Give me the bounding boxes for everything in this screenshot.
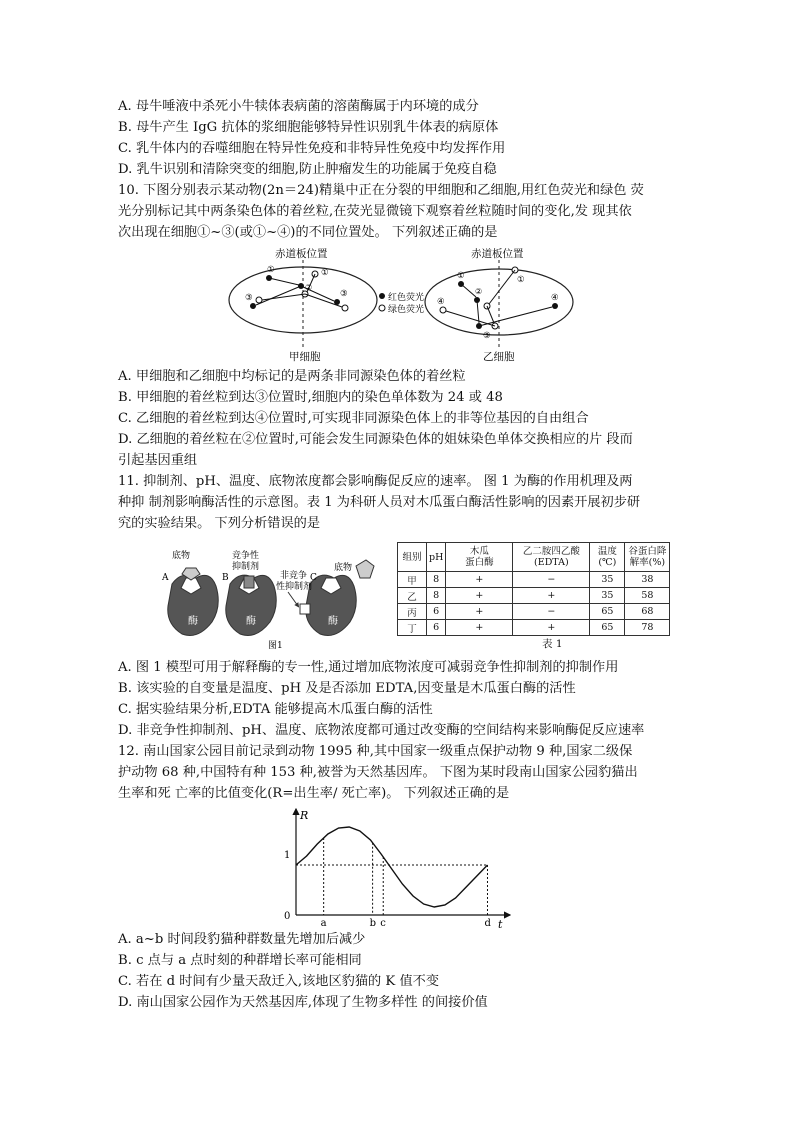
y-axis-label: R bbox=[300, 809, 309, 822]
q11-stem-line3: 究的实验结果。 下列分析错误的是 bbox=[118, 516, 321, 531]
q12-stem-line2: 护动物 68 种,中国特有种 153 种,被誉为天然基因库。 下图为某时段南山国家公园豹猫出 bbox=[118, 765, 638, 780]
table-row bbox=[398, 572, 670, 588]
table-cell: 丙 bbox=[398, 604, 427, 620]
left-mark-1: ① bbox=[267, 265, 275, 275]
q11-enzyme-figure bbox=[160, 548, 390, 652]
table-cell: 丁 bbox=[398, 620, 427, 636]
fig1-caption: 图1 bbox=[268, 641, 283, 651]
q9-option-d: D. 乳牛识别和清除突变的细胞,防止肿瘤发生的功能属于免疫自稳 bbox=[118, 162, 497, 177]
right-mark-3: ③ bbox=[483, 331, 491, 341]
q10-option-d-cont: 引起基因重组 bbox=[118, 453, 198, 468]
x-tick-label-a: a bbox=[320, 918, 327, 929]
table-cell: − bbox=[513, 604, 590, 620]
left-mark-2: ② bbox=[305, 283, 313, 292]
q11-option-b: B. 该实验的自变量是温度、pH 及是否添加 EDTA,因变量是木瓜蛋白酶的活性 bbox=[118, 681, 576, 696]
fig1-letter-c: C bbox=[310, 573, 317, 583]
table-cell: + bbox=[446, 604, 513, 620]
q12-option-a: A. a~b 时间段豹猫种群数量先增加后减少 bbox=[118, 932, 366, 947]
table-cell: 8 bbox=[427, 588, 446, 604]
q11-option-c: C. 据实验结果分析,EDTA 能够提高木瓜蛋白酶的活性 bbox=[118, 702, 433, 717]
x-tick-label-b: b bbox=[369, 918, 377, 929]
fig1-enzyme-a: 酶 bbox=[188, 616, 198, 627]
q11-option-d: D. 非竞争性抑制剂、pH、温度、底物浓度都可通过改变酶的空间结构来影响酶促反应速率 bbox=[118, 723, 645, 738]
left-mark-3: ③ bbox=[245, 293, 253, 303]
table1-caption: 表 1 bbox=[542, 638, 563, 650]
q11-table1 bbox=[397, 542, 670, 636]
table-cell: 38 bbox=[625, 572, 670, 588]
right-mark-2: ② bbox=[475, 287, 483, 296]
q9-option-b: B. 母牛产生 IgG 抗体的浆细胞能够特异性识别乳牛体表的病原体 bbox=[118, 120, 499, 135]
right-equator-label: 赤道板位置 bbox=[471, 248, 524, 260]
left-cell-caption: 甲细胞 bbox=[289, 351, 321, 363]
left-equator-label: 赤道板位置 bbox=[275, 248, 328, 260]
table-cell: 65 bbox=[590, 604, 625, 620]
table-row bbox=[398, 604, 670, 620]
table-row bbox=[398, 588, 670, 604]
right-mark-4: ④ bbox=[551, 293, 559, 303]
q9-option-a: A. 母牛唾液中杀死小牛犊体表病菌的溶菌酶属于内环境的成分 bbox=[118, 99, 479, 114]
right-mark-1: ① bbox=[457, 271, 465, 281]
q10-stem-line3: 次出现在细胞①~③(或①~④)的不同位置处。 下列叙述正确的是 bbox=[118, 225, 498, 240]
q12-stem-line1: 12. 南山国家公园目前记录到动物 1995 种,其中国家一级重点保护动物 9 种,国家二级保 bbox=[118, 744, 633, 759]
r-curve bbox=[296, 827, 487, 907]
table-cell: 8 bbox=[427, 572, 446, 588]
table-cell: 35 bbox=[590, 588, 625, 604]
fig1-noncomp-1: 非竞争 bbox=[280, 571, 308, 581]
table-header: 谷蛋白降 解率(%) bbox=[625, 543, 670, 572]
table-cell: + bbox=[446, 620, 513, 636]
table-header: 木瓜 蛋白酶 bbox=[446, 543, 513, 572]
x-tick-label-d: d bbox=[484, 918, 491, 929]
q12-option-c: C. 若在 d 时间有少量天敌迁入,该地区豹猫的 K 值不变 bbox=[118, 974, 440, 989]
fig1-competitive: 竞争性 bbox=[232, 551, 260, 561]
table-cell: 58 bbox=[625, 588, 670, 604]
q10-option-d: D. 乙细胞的着丝粒在②位置时,可能会发生同源染色体的姐妹染色单体交换相应的片 段而 bbox=[118, 432, 633, 447]
q10-cell-figure bbox=[225, 244, 580, 366]
fig1-enzyme-c: 酶 bbox=[328, 616, 338, 627]
table-header: 乙二胺四乙酸 (EDTA) bbox=[513, 543, 590, 572]
legend-red: 红色荧光 bbox=[388, 293, 425, 303]
table-cell: 6 bbox=[427, 604, 446, 620]
fig1-inhibitor: 抑制剂 bbox=[232, 562, 260, 572]
right-mark-1b: ① bbox=[517, 275, 525, 285]
table-cell: + bbox=[513, 588, 590, 604]
fig1-noncomp-2: 性抑制剂 bbox=[276, 582, 313, 592]
q12-stem-line3: 生率和死 亡率的比值变化(R=出生率/ 死亡率)。 下列叙述正确的是 bbox=[118, 786, 510, 801]
y-tick-0: 0 bbox=[284, 911, 291, 922]
q10-option-a: A. 甲细胞和乙细胞中均标记的是两条非同源染色体的着丝粒 bbox=[118, 369, 466, 384]
fig1-substrate-a: 底物 bbox=[172, 551, 191, 561]
x-axis-label: t bbox=[498, 918, 503, 931]
q12-r-chart bbox=[278, 805, 518, 931]
table-header: 温度 (℃) bbox=[590, 543, 625, 572]
table-cell: + bbox=[446, 572, 513, 588]
fig1-substrate-c: 底物 bbox=[334, 563, 353, 573]
left-mark-3b: ③ bbox=[340, 289, 348, 299]
q12-option-b: B. c 点与 a 点时刻的种群增长率可能相同 bbox=[118, 953, 362, 968]
table-cell: 65 bbox=[590, 620, 625, 636]
x-tick-label-c: c bbox=[380, 918, 386, 929]
legend-green: 绿色荧光 bbox=[388, 305, 425, 315]
table-cell: + bbox=[513, 620, 590, 636]
right-mark-4b: ④ bbox=[437, 297, 445, 307]
table-cell: + bbox=[446, 588, 513, 604]
table-cell: 甲 bbox=[398, 572, 427, 588]
fig1-letter-a: A bbox=[162, 573, 169, 583]
table-cell: 35 bbox=[590, 572, 625, 588]
table-row bbox=[398, 620, 670, 636]
table-cell: − bbox=[513, 572, 590, 588]
fig1-letter-b: B bbox=[222, 573, 229, 583]
table-header: pH bbox=[427, 543, 446, 572]
q10-stem-line1: 10. 下图分别表示某动物(2n＝24)精巢中正在分裂的甲细胞和乙细胞,用红色荧光和绿色 荧 bbox=[118, 183, 644, 198]
table-cell: 乙 bbox=[398, 588, 427, 604]
q11-stem-line1: 11. 抑制剂、pH、温度、底物浓度都会影响酶促反应的速率。 图 1 为酶的作用机理及两 bbox=[118, 474, 633, 489]
q12-option-d: D. 南山国家公园作为天然基因库,体现了生物多样性 的间接价值 bbox=[118, 995, 488, 1010]
q10-option-b: B. 甲细胞的着丝粒到达③位置时,细胞内的染色单体数为 24 或 48 bbox=[118, 390, 503, 405]
table-cell: 6 bbox=[427, 620, 446, 636]
q11-option-a: A. 图 1 模型可用于解释酶的专一性,通过增加底物浓度可减弱竞争性抑制剂的抑制作用 bbox=[118, 660, 619, 675]
q10-stem-line2: 光分别标记其中两条染色体的着丝粒,在荧光显微镜下观察着丝粒随时间的变化,发 现其依 bbox=[118, 204, 632, 219]
y-tick-1: 1 bbox=[284, 850, 291, 861]
q9-option-c: C. 乳牛体内的吞噬细胞在特异性免疫和非特异性免疫中均发挥作用 bbox=[118, 141, 506, 156]
right-cell-caption: 乙细胞 bbox=[483, 351, 515, 363]
fig1-enzyme-b: 酶 bbox=[246, 616, 256, 627]
q11-stem-line2: 种抑 制剂影响酶活性的示意图。表 1 为科研人员对木瓜蛋白酶活性影响的因素开展初步研 bbox=[118, 495, 641, 510]
left-mark-1b: ① bbox=[321, 268, 329, 278]
table-header: 组别 bbox=[398, 543, 427, 572]
table-cell: 78 bbox=[625, 620, 670, 636]
table-cell: 68 bbox=[625, 604, 670, 620]
table1 bbox=[397, 542, 670, 636]
q10-option-c: C. 乙细胞的着丝粒到达④位置时,可实现非同源染色体上的非等位基因的自由组合 bbox=[118, 411, 589, 426]
